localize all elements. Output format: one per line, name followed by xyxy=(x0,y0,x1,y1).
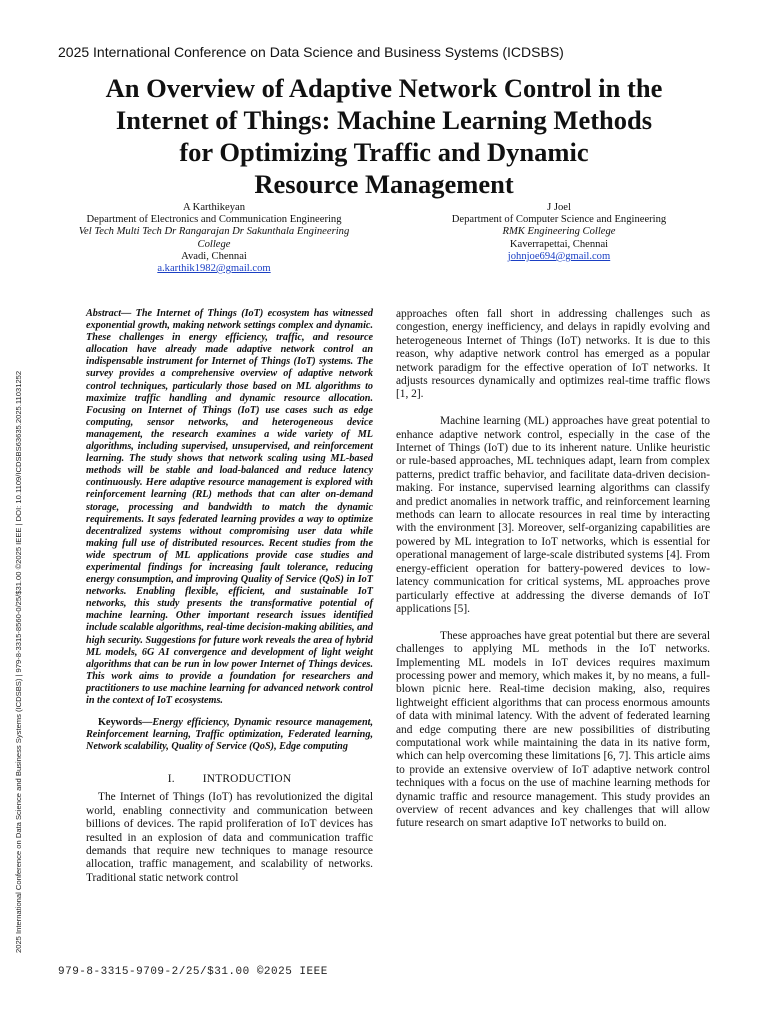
author-department: Department of Computer Science and Engineering xyxy=(451,214,667,226)
title-line-4: Resource Management xyxy=(254,169,514,199)
title-line-3: for Optimizing Traffic and Dynamic xyxy=(179,137,589,167)
author-institution: RMK Engineering College xyxy=(502,226,616,238)
footer-copyright: 979-8-3315-9709-2/25/$31.00 ©2025 IEEE xyxy=(58,966,328,978)
intro-paragraph-4: These approaches have great potential but there are several challenges to applying ML methods in the IoT networks. Implementing ML models in IoT devices requires maximum processing power and memory, which makes it, by no means, a full-blown picnic here. Real-time decision making, also, requires lightweight efficient algorithms that can process enormous amounts of data with minimal latency. With the advent of federated learning and edge computing there are new possibilities of distributing computational work while maintaining the data in its native form, which can help overcoming these limitations [6, 7]. This article aims to provide an extensive overview of IoT adaptive network control techniques with a focus on the use of machine learning methods for dynamic traffic and resource management. This study provides an overview of recent advances and key challenges that will allow future research on smart adaptive IoT networks to build on. xyxy=(396,629,710,830)
abstract xyxy=(86,308,373,707)
section-number: I. xyxy=(167,773,175,786)
title-line-1: An Overview of Adaptive Network Control in the xyxy=(105,73,663,103)
title-line-2: Internet of Things: Machine Learning Methods xyxy=(115,105,653,135)
right-column xyxy=(396,308,710,831)
intro-paragraph-3: Machine learning (ML) approaches have great potential to enhance adaptive network control, especially in the case of the Internet of Things (IoT) due to its inherent nature. Unlike heuristic or rule-based approaches, ML techniques adapt, learn from complex patterns, predict traffic behavior, and facilitate data-driven decision-making. For instance, supervised learning algorithms can classify and predict anomalies in network traffic, and reinforcement learning methods can learn to allocate resources in real time by interacting with the environment [3]. Moreover, self-organizing capabilities are powered by ML integration to IoT networks, which is essential for operational management of large-scale distributed systems [4]. From energy-efficient operation for battery-powered devices to low-latency communication for critical systems, ML approaches prove particularly effective at addressing the diverse demands of IoT applications [5]. xyxy=(396,415,710,615)
intro-paragraph-1: The Internet of Things (IoT) has revolutionized the digital world, enabling connectivity and communication between billions of devices. The rapid proliferation of IoT devices has resulted in an explosion of data and communication traffic demands that require new techniques to manage resource allocation, traffic management, and scalability of networks. Traditional static network control xyxy=(86,791,373,884)
paper-title xyxy=(60,72,708,200)
keywords-text: Energy efficiency, Dynamic resource management, Reinforcement learning, Traffic optimization, Federated learning, Network scalability, Quality of Service (QoS), Edge computing xyxy=(86,717,373,753)
conference-header: 2025 International Conference on Data Science and Business Systems (ICDSBS) xyxy=(58,44,564,60)
author-department: Department of Electronics and Communication Engineering xyxy=(86,214,342,226)
intro-paragraph-2: approaches often fall short in addressing challenges such as congestion, energy inefficiency, and delays in rapidly evolving and heterogeneous Internet of Things (IoT) networks. It is due to this reason, why adaptive network control has emerged as a popular network paradigm for the effective operation of IoT networks. It adjusts resources dynamically and optimizes real-time traffic flows [1, 2]. xyxy=(396,308,710,401)
abstract-text: Abstract— The Internet of Things (IoT) ecosystem has witnessed exponential growth, making network settings complex and dynamic. These challenges in energy efficiency, traffic, and resource allocation have already made adaptive network control an indispensable instrument for Internet of Things (IoT) systems. The survey provides a comprehensive overview of adaptive network control techniques, particularly those based on ML algorithms to maximize traffic handling and dynamic resource allocation. Focusing on Internet of Things (IoT) use cases such as edge computing, sensor networks, and heterogeneous device management, the research examines a wide variety of ML algorithms, including supervised, unsupervised, and reinforcement learning. The study shows that network scaling using ML-based methods will be stable and load-balanced and reduce latency continuously. Here adaptive resource management is explored with reinforcement learning (RL) methods that can alter on-demand storage, processing and bandwidth to match the dynamic requirements. It says federated learning provides a way to optimize decentralized systems without compromising user data while making full use of distributed resources. Recent studies from the wide spectrum of ML applications provide case studies and experimental findings for increasing fault tolerance, reducing energy consumption, and improving Quality of Service (QoS) in IoT networks. Enabling flexible, efficient, and sustainable IoT networks, this study presents the transformative potential of machine learning. Other important research issues identified include scalable algorithms, real-time decision-making abilities, and high security. Suggestions for future work reveals the area of hybrid ML models, 6G AI convergence and development of light weight algorithms that can be run in low power Internet of Things devices. This work aims to provide a foundation for researchers and practitioners to use machine learning for advanced network control in the context of IoT ecosystems. xyxy=(86,308,373,706)
author-institution-cont: College xyxy=(197,238,231,250)
author-block-1 xyxy=(58,202,370,275)
left-column xyxy=(86,308,373,885)
side-doi-stamp: 2025 International Conference on Data Science and Business Systems (ICDSBS) | 979-8-3315-8560-0/25/$31.00 ©2025 IEEE | DOI: 10.1109/ICDSBS63635.2025.11031252 xyxy=(14,370,23,953)
author-block-2 xyxy=(400,202,718,263)
keywords xyxy=(86,717,373,753)
section-heading-introduction xyxy=(86,773,373,786)
author-email-link[interactable]: johnjoe694@gmail.com xyxy=(507,250,611,262)
author-location: Kaverrapettai, Chennai xyxy=(509,238,609,250)
section-title: INTRODUCTION xyxy=(202,773,292,786)
author-name: A Karthikeyan xyxy=(182,202,246,213)
keywords-label: Keywords— xyxy=(98,717,153,729)
author-institution: Vel Tech Multi Tech Dr Rangarajan Dr Sakunthala Engineering xyxy=(78,226,350,238)
author-name: J Joel xyxy=(547,202,571,213)
author-email-link[interactable]: a.karthik1982@gmail.com xyxy=(157,263,271,275)
author-location: Avadi, Chennai xyxy=(181,250,247,262)
